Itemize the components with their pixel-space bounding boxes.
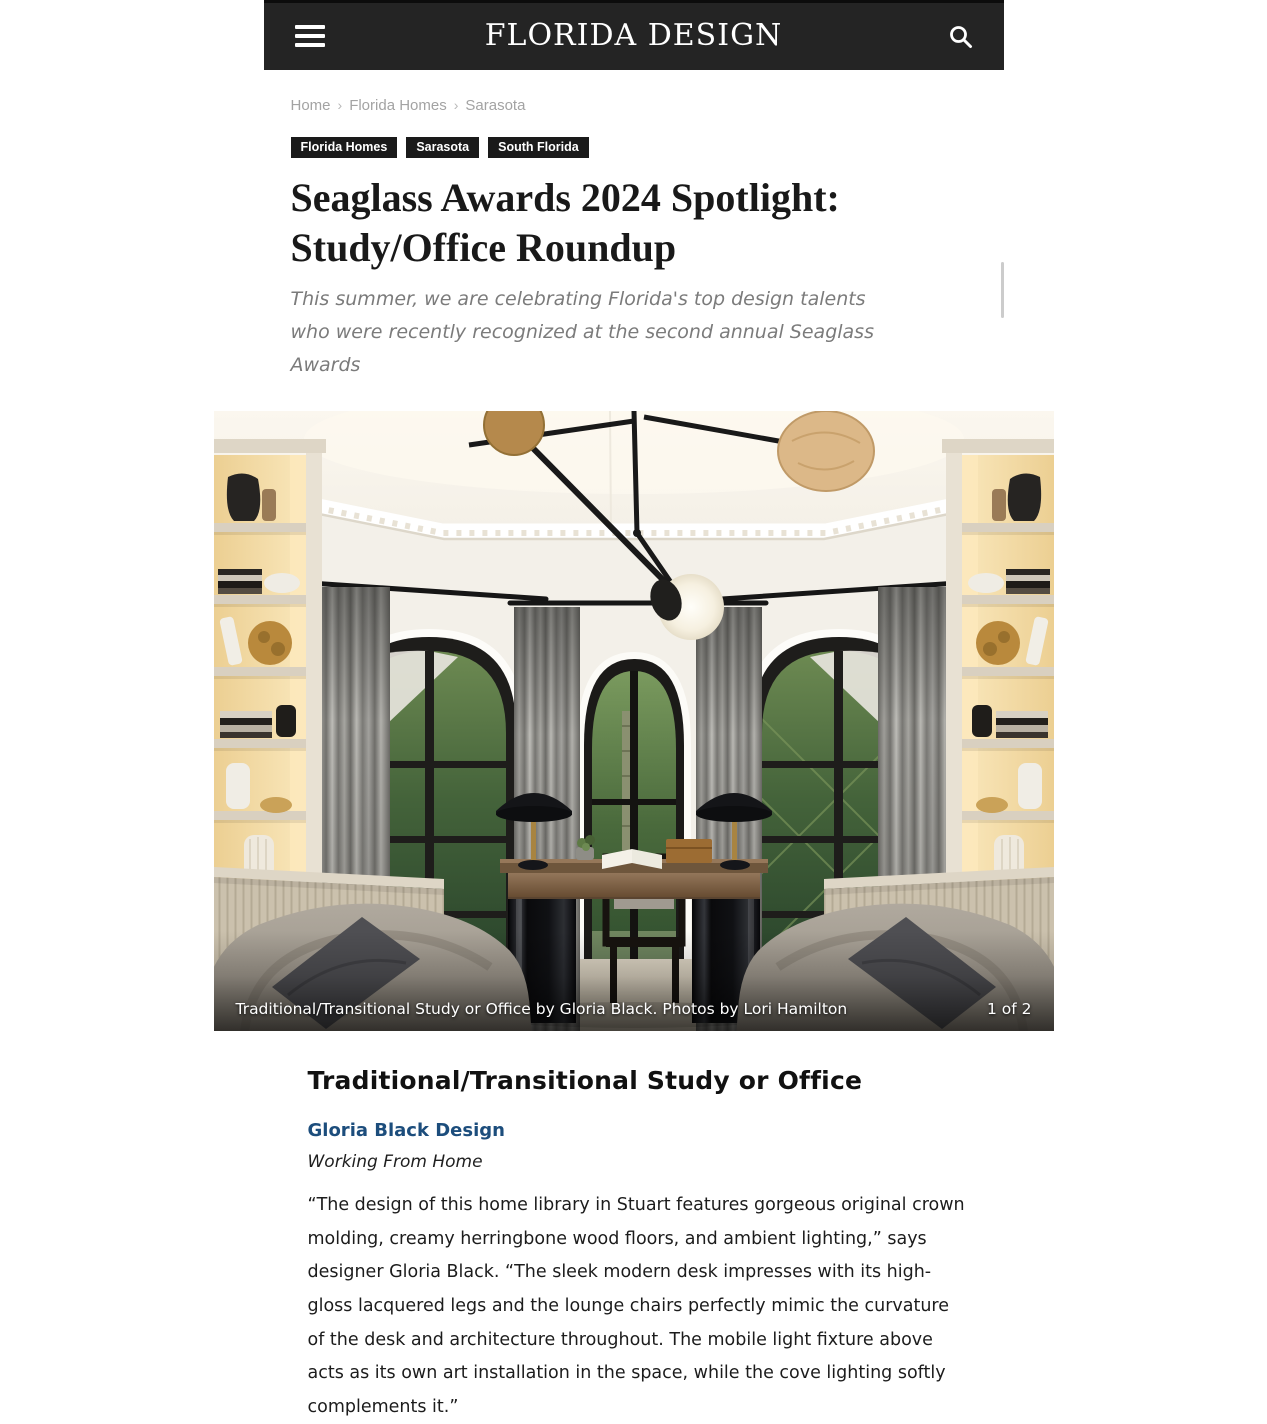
tag-list	[264, 114, 1004, 158]
tag-florida-homes[interactable]: Florida Homes	[291, 137, 398, 158]
search-icon[interactable]	[948, 24, 974, 50]
study-office-photo-illustration	[214, 411, 1054, 1031]
page-column	[235, 0, 1032, 1424]
designer-link[interactable]: Gloria Black Design	[307, 1120, 505, 1142]
hero-photo[interactable]	[214, 411, 1054, 1031]
breadcrumb-home[interactable]: Home	[290, 97, 331, 114]
photo-counter: 1 of 2	[986, 1000, 1032, 1019]
breadcrumb-separator: ›	[453, 97, 459, 113]
photo-caption-bar	[214, 1000, 1054, 1031]
scrollbar-thumb[interactable]	[1001, 262, 1004, 318]
breadcrumb	[264, 70, 1004, 114]
breadcrumb-separator: ›	[337, 97, 343, 113]
article-title: Seaglass Awards 2024 Spotlight: Study/Office Roundup	[290, 175, 840, 270]
top-navigation-bar	[264, 0, 1004, 70]
hamburger-icon[interactable]	[295, 25, 325, 52]
designer-quote: “The design of this home library in Stuart features gorgeous original crown molding, creamy herringbone wood floors, and ambient lighting,” says designer Gloria Black. “The sleek modern desk impresses with its high-gloss lacquered legs and the lounge chairs perfectly mimic the curvature of the desk and architecture throughout. The mobile light fixture above acts as its own art installation in the space, while the cove lighting softly complements it.”	[307, 1195, 965, 1417]
photo-caption: Traditional/Transitional Study or Office by Gloria Black. Photos by Lori Hamilton	[235, 1000, 848, 1019]
breadcrumb-sarasota[interactable]: Sarasota	[465, 97, 526, 114]
tag-south-florida[interactable]: South Florida	[488, 137, 589, 158]
tag-sarasota[interactable]: Sarasota	[406, 137, 479, 158]
project-title: Working From Home	[307, 1152, 483, 1173]
article-subtitle: This summer, we are celebrating Florida's top design talents who were recently recognized at the second annual Seaglass Awards	[290, 288, 874, 376]
breadcrumb-florida-homes[interactable]: Florida Homes	[349, 97, 447, 114]
article-body	[264, 1066, 1004, 1424]
site-logo[interactable]: FLORIDA DESIGN	[484, 17, 783, 53]
section-heading: Traditional/Transitional Study or Office	[307, 1066, 863, 1096]
